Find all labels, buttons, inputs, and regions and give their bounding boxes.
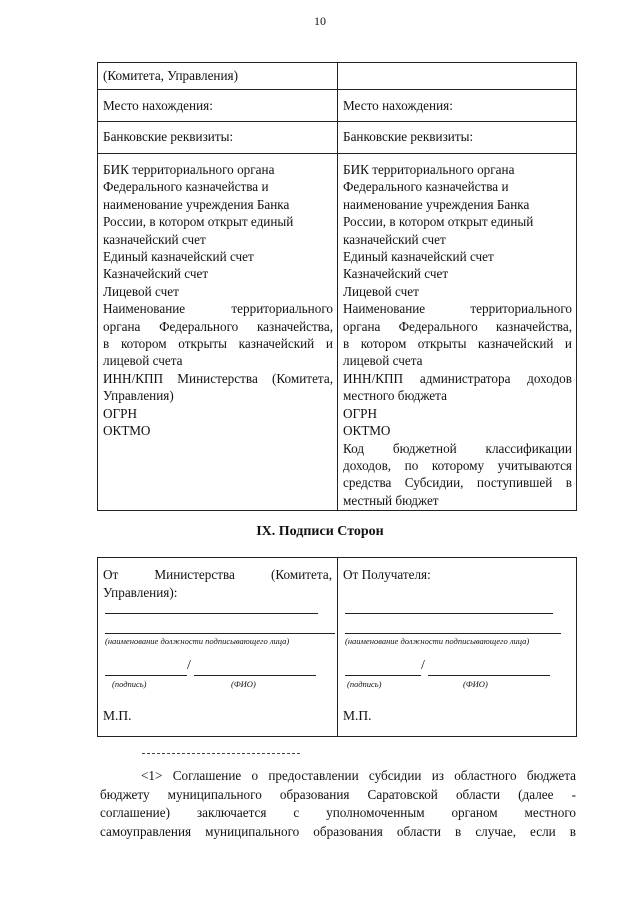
requisite-line: ИНН/КПП администратора доходов	[343, 370, 572, 386]
heading-line: От Министерства (Комитета,	[103, 567, 332, 582]
table-row	[98, 153, 576, 510]
ministry-location-cell: Место нахождения:	[103, 98, 213, 113]
ministry-continuation-cell: (Комитета, Управления)	[103, 68, 239, 83]
footnote-line: соглашение) заключается с уполномоченным органом местного	[100, 805, 576, 821]
requisite-line: ОКТМО	[343, 423, 391, 439]
position-line	[345, 633, 561, 634]
slash-separator: /	[187, 658, 191, 673]
heading-line: Управления):	[103, 585, 178, 600]
position-caption: (наименование должности подписывающего лица)	[345, 636, 530, 646]
requisite-line: лицевой счета	[343, 353, 423, 369]
requisite-line: Наименование территориального	[103, 301, 333, 317]
recipient-signature-heading: От Получателя:	[343, 567, 431, 582]
requisite-line: Наименование территориального	[343, 301, 572, 317]
position-line	[345, 613, 553, 614]
ministry-signature-heading	[103, 566, 332, 602]
requisite-line: Код бюджетной классификации	[343, 440, 572, 456]
requisite-line: в котором открыты казначейский и	[343, 336, 572, 352]
requisite-line: ОГРН	[103, 405, 138, 421]
requisite-line: казначейский счет	[343, 231, 446, 247]
table-row	[98, 89, 576, 121]
signature-line	[105, 675, 187, 676]
requisites-table	[97, 62, 577, 511]
position-caption: (наименование должности подписывающего лица)	[105, 636, 290, 646]
recipient-bank-details-cell: Банковские реквизиты:	[337, 122, 576, 153]
recipient-requisites-cell	[337, 154, 576, 510]
requisite-line: доходов, по которому учитываются	[343, 457, 572, 473]
table-row	[98, 63, 576, 89]
ministry-bank-details-cell: Банковские реквизиты:	[103, 129, 234, 144]
requisite-line: ОКТМО	[103, 423, 151, 439]
requisite-line: Федерального казначейства и	[103, 179, 269, 195]
requisite-line: ИНН/КПП Министерства (Комитета,	[103, 370, 333, 386]
requisite-line: местный бюджет	[343, 492, 439, 508]
signature-caption: (подпись)	[112, 679, 147, 689]
footnote	[100, 767, 576, 841]
requisite-line: казначейский счет	[103, 231, 206, 247]
requisite-line: БИК территориального органа	[343, 162, 515, 177]
requisite-line: Единый казначейский счет	[103, 249, 254, 265]
table-row	[98, 121, 576, 153]
footnote-separator	[142, 753, 300, 754]
requisite-line: Единый казначейский счет	[343, 249, 494, 265]
requisite-line: лицевой счета	[103, 353, 183, 369]
name-line	[194, 675, 316, 676]
requisite-line: Казначейский счет	[103, 266, 209, 282]
requisite-line: Управления)	[103, 388, 174, 404]
footnote-line: бюджету муниципального образования Саратовской области (далее -	[100, 786, 576, 802]
signature-caption: (подпись)	[347, 679, 382, 689]
page-number: 10	[314, 14, 326, 28]
seal-label: М.П.	[103, 708, 132, 723]
requisite-line: наименование учреждения Банка	[103, 196, 290, 212]
position-line	[105, 633, 335, 634]
recipient-location-cell: Место нахождения:	[337, 90, 576, 121]
requisite-line: Лицевой счет	[343, 283, 419, 299]
footnote-line: <1> Соглашение о предоставлении субсидии из областного бюджета	[141, 768, 576, 783]
position-line	[105, 613, 318, 614]
name-caption: (ФИО)	[231, 679, 256, 689]
requisite-line: Лицевой счет	[103, 283, 179, 299]
ministry-signature-cell	[98, 558, 337, 736]
requisite-line: БИК территориального органа	[103, 162, 275, 177]
requisite-line: Казначейский счет	[343, 266, 449, 282]
requisite-line: местного бюджета	[343, 388, 447, 404]
name-line	[428, 675, 550, 676]
footnote-line: самоуправления муниципального образования области в случае, если в	[100, 823, 576, 839]
requisite-line: в котором открыты казначейский и	[103, 336, 333, 352]
empty-cell	[337, 63, 576, 89]
requisite-line: Федерального казначейства и	[343, 179, 509, 195]
recipient-signature-cell	[337, 558, 576, 736]
requisite-line: ОГРН	[343, 405, 378, 421]
slash-separator: /	[421, 658, 425, 673]
section-title: IX. Подписи Сторон	[256, 524, 384, 539]
seal-label: М.П.	[343, 708, 372, 723]
requisite-line: России, в котором открыт единый	[343, 214, 534, 230]
signatures-table	[97, 557, 577, 737]
requisite-line: средства Субсидии, поступившей в	[343, 475, 572, 491]
requisite-line: органа Федерального казначейства,	[343, 318, 572, 334]
requisite-line: России, в котором открыт единый	[103, 214, 294, 230]
requisite-line: наименование учреждения Банка	[343, 196, 530, 212]
ministry-requisites-cell	[98, 154, 337, 510]
signature-line	[345, 675, 421, 676]
name-caption: (ФИО)	[463, 679, 488, 689]
requisite-line: органа Федерального казначейства,	[103, 318, 333, 334]
